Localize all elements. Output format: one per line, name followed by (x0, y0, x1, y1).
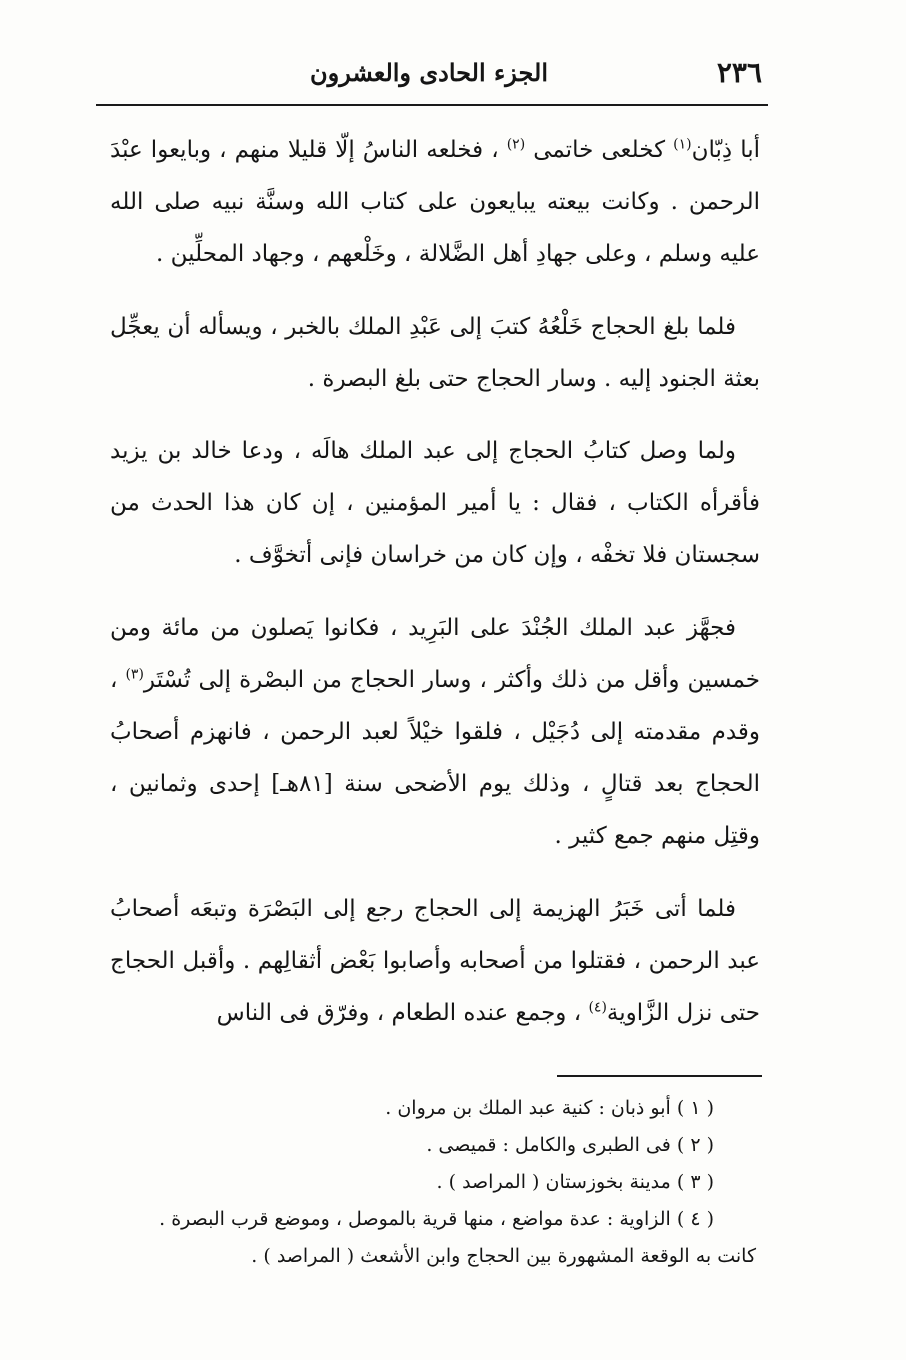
paragraph-5 (110, 883, 760, 1040)
paragraph-3: ولما وصل كتابُ الحجاج إلى عبد الملك هالَه ، ودعا خالد بن يزيد فأقرأه الكتاب ، فقال : يا أمير المؤمنين ، إن كان هذا الحدث من سجستان فلا تخفْه ، وإن كان من خراسان فإنى أتخوَّف . (110, 438, 760, 569)
footnote-4-continuation: كانت به الوقعة المشهورة بين الحجاج وابن الأشعث ( المراصد ) . (251, 1245, 756, 1267)
paragraph-1 (110, 124, 760, 281)
running-title: الجزء الحادى والعشرون (310, 58, 548, 87)
footnote-ref-2[interactable]: (٢) (506, 136, 526, 153)
footnote-4 (140, 1201, 756, 1238)
footnotes (140, 1090, 756, 1275)
footnote-3 (140, 1164, 756, 1201)
footnote-ref-4[interactable]: (٤) (588, 999, 607, 1016)
header-rule (96, 104, 768, 106)
paragraph-text: ، فخلعه الناسُ إلّا قليلا منهم ، وبايعوا عبْدَ الرحمن . وكانت بيعته يبايعون على كتاب الله وسنَّة نبيه صلى الله عليه وسلم ، وعلى جهادِ أهل الضَّلالة ، وخَلْعهم ، وجهاد المحلِّين . (110, 137, 760, 268)
footnote-marker: ( ٢ ) (676, 1134, 714, 1156)
footnote-ref-3[interactable]: (٣) (125, 666, 144, 683)
paragraph-text: ، وجمع عنده الطعام ، وفرّق فى الناس (216, 1000, 589, 1027)
paragraph-text: كخلعى خاتمى (525, 137, 674, 163)
footnote-text: الزاوية : عدة مواضع ، منها قرية بالموصل ، وموضع قرب البصرة . (159, 1208, 671, 1230)
footnote-ref-1[interactable]: (١) (673, 136, 692, 153)
footnote-text: فى الطبرى والكامل : قميصى . (426, 1134, 671, 1156)
footnote-1 (140, 1090, 756, 1127)
paragraph-2: فلما بلغ الحجاج خَلْعُهُ كتبَ إلى عَبْدِ الملك بالخبر ، ويسأله أن يعجِّل بعثة الجنود إليه . وسار الحجاج حتى بلغ البصرة . (110, 313, 760, 392)
page-number: ٢٣٦ (716, 56, 762, 89)
paragraph-text: ، وقدم مقدمته إلى دُجَيْل ، فلقوا خيْلاً لعبد الرحمن ، فانهزم أصحابُ الحجاج بعد قتالٍ ، وذلك يوم الأضحى سنة [٨١هـ] إحدى وثمانين ، وقتِل منهم جمع كثير . (110, 666, 760, 850)
paragraph-4 (110, 602, 760, 863)
page-header (96, 52, 762, 98)
paragraph-text: أبا ذِبّان (691, 137, 760, 163)
main-text (110, 124, 760, 1059)
paragraph-text: فلما أتى خَبَرُ الهزيمة إلى الحجاج رجع إلى البَصْرَة وتبعَه أصحابُ عبد الرحمن ، فقتلوا من أصحابه وأصابوا بَعْض أثقالِهم . وأقبل الحجاج حتى نزل الزَّاوية (110, 895, 760, 1027)
footnote-separator (557, 1075, 762, 1077)
footnote-marker: ( ٤ ) (676, 1208, 714, 1230)
footnote-text: مدينة بخوزستان ( المراصد ) . (436, 1171, 671, 1193)
footnote-marker: ( ٣ ) (676, 1171, 714, 1193)
footnote-text: أبو ذبان : كنية عبد الملك بن مروان . (385, 1097, 671, 1119)
paragraph-text: فجهَّز عبد الملك الجُنْدَ على البَرِيد ، فكانوا يَصلون من مائة ومن خمسين وأقل من ذلك وأكثر ، وسار الحجاج من البصْرة إلى تُسْتَر (110, 614, 760, 693)
footnote-2 (140, 1127, 756, 1164)
footnote-marker: ( ١ ) (676, 1097, 714, 1119)
